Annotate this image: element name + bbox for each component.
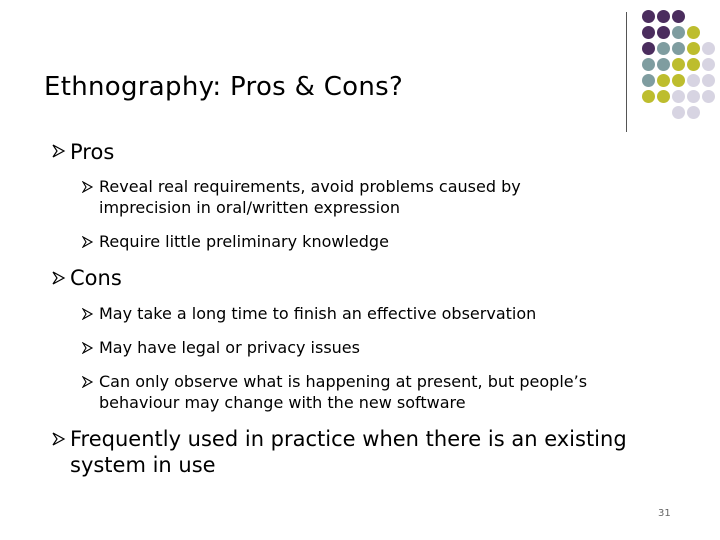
dot — [672, 90, 685, 103]
arrow-bullet-icon — [52, 144, 66, 158]
arrow-bullet-icon — [82, 308, 94, 320]
dot — [702, 42, 715, 55]
dot — [657, 10, 670, 23]
dot — [642, 74, 655, 87]
dot — [687, 90, 700, 103]
dot — [687, 26, 700, 39]
dot — [672, 58, 685, 71]
pros-item-1-line1: Reveal real requirements, avoid problems caused by — [99, 177, 521, 196]
dot — [642, 90, 655, 103]
dot — [657, 74, 670, 87]
bullet-3-line1: Frequently used in practice when there is an existing — [70, 427, 627, 451]
dot — [672, 10, 685, 23]
title-divider — [626, 12, 627, 132]
dot — [687, 42, 700, 55]
dot — [657, 26, 670, 39]
arrow-bullet-icon — [82, 236, 94, 248]
pros-item-1-line2: imprecision in oral/written expression — [99, 198, 401, 217]
dot — [642, 58, 655, 71]
arrow-bullet-icon — [82, 342, 94, 354]
arrow-bullet-icon — [52, 271, 66, 285]
dot — [687, 74, 700, 87]
cons-item-3-line2: behaviour may change with the new software — [99, 393, 466, 412]
dot — [657, 90, 670, 103]
slide-title: Ethnography: Pros & Cons? — [44, 72, 404, 102]
dot — [642, 10, 655, 23]
arrow-bullet-icon — [82, 376, 94, 388]
bullet-3-line2: system in use — [70, 453, 216, 477]
dot — [672, 106, 685, 119]
dot — [642, 42, 655, 55]
dot — [642, 26, 655, 39]
dot — [672, 74, 685, 87]
dot — [657, 42, 670, 55]
arrow-bullet-icon — [52, 432, 66, 446]
dot — [672, 26, 685, 39]
cons-item-1: May take a long time to finish an effective observation — [99, 304, 537, 323]
page-number: 31 — [658, 508, 671, 519]
dot — [657, 58, 670, 71]
dot — [672, 42, 685, 55]
bullet-pros-label: Pros — [70, 140, 115, 164]
pros-item-2: Require little preliminary knowledge — [99, 232, 389, 251]
decorative-dot-grid — [638, 10, 718, 134]
arrow-bullet-icon — [82, 181, 94, 193]
dot — [687, 106, 700, 119]
dot — [702, 58, 715, 71]
cons-item-2: May have legal or privacy issues — [99, 338, 360, 357]
bullet-cons-label: Cons — [70, 266, 122, 290]
cons-item-3-line1: Can only observe what is happening at present, but people’s — [99, 372, 588, 391]
dot — [702, 74, 715, 87]
dot — [687, 58, 700, 71]
dot — [702, 90, 715, 103]
